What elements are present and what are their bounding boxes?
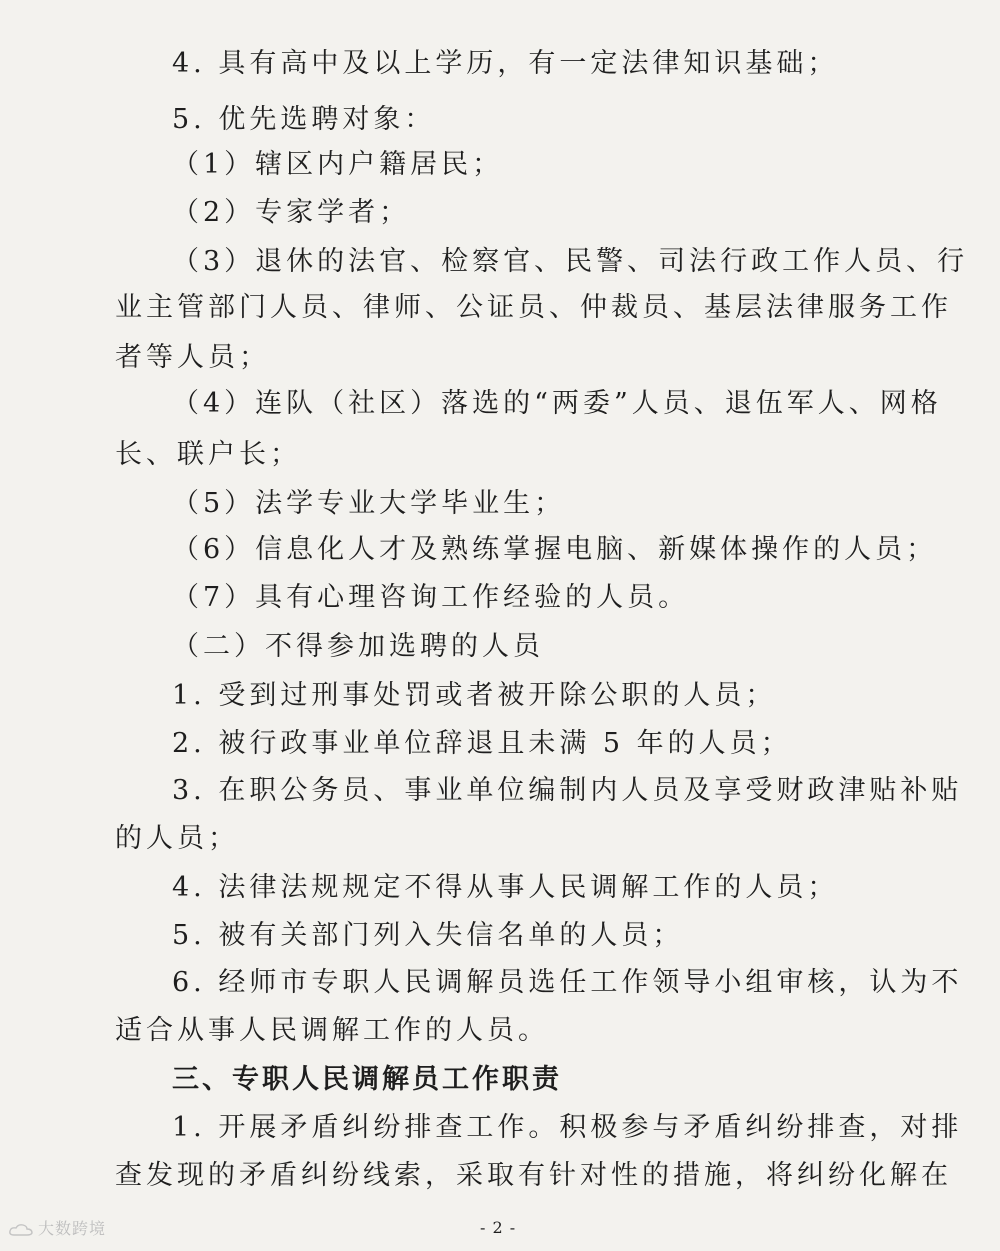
text-line: （2）专家学者； [172, 197, 411, 228]
cloud-logo-icon [8, 1222, 34, 1238]
text-line: 查发现的矛盾纠纷线索，采取有针对性的措施，将纠纷化解在 [115, 1160, 952, 1191]
section-subheading: （二）不得参加选聘的人员 [172, 631, 544, 662]
text-line: 4. 具有高中及以上学历，有一定法律知识基础； [172, 48, 839, 79]
page-number: - 2 - [480, 1218, 517, 1237]
text-line: 6. 经师市专职人民调解员选任工作领导小组审核，认为不 [172, 967, 963, 998]
text-line: 2. 被行政事业单位辞退且未满 5 年的人员； [172, 728, 792, 759]
text-line: 4. 法律法规规定不得从事人民调解工作的人员； [172, 872, 839, 903]
text-line: 的人员； [115, 823, 239, 854]
text-line: 5. 优先选聘对象： [172, 104, 436, 135]
text-line: 1. 开展矛盾纠纷排查工作。积极参与矛盾纠纷排查，对排 [172, 1112, 963, 1143]
text-line: 业主管部门人员、律师、公证员、仲裁员、基层法律服务工作 [115, 292, 952, 323]
text-line: 3. 在职公务员、事业单位编制内人员及享受财政津贴补贴 [172, 775, 963, 806]
text-line: （5）法学专业大学毕业生； [172, 488, 566, 519]
text-line: （6）信息化人才及熟练掌握电脑、新媒体操作的人员； [172, 534, 938, 565]
section-heading: 三、专职人民调解员工作职责 [172, 1064, 562, 1095]
text-line: （4）连队（社区）落选的“两委”人员、退伍军人、网格 [172, 388, 942, 419]
text-line: 1. 受到过刑事处罚或者被开除公职的人员； [172, 680, 777, 711]
text-line: 适合从事人民调解工作的人员。 [115, 1015, 549, 1046]
text-line: （3）退休的法官、检察官、民警、司法行政工作人员、行 [172, 246, 969, 277]
watermark [8, 1216, 106, 1239]
watermark-text: 大数跨境 [38, 1219, 107, 1238]
text-line: （1）辖区内户籍居民； [172, 149, 504, 180]
text-line: 5. 被有关部门列入失信名单的人员； [172, 920, 684, 951]
text-line: （7）具有心理咨询工作经验的人员。 [172, 582, 690, 613]
text-line: 者等人员； [115, 342, 270, 373]
text-line: 长、联户长； [115, 439, 301, 470]
